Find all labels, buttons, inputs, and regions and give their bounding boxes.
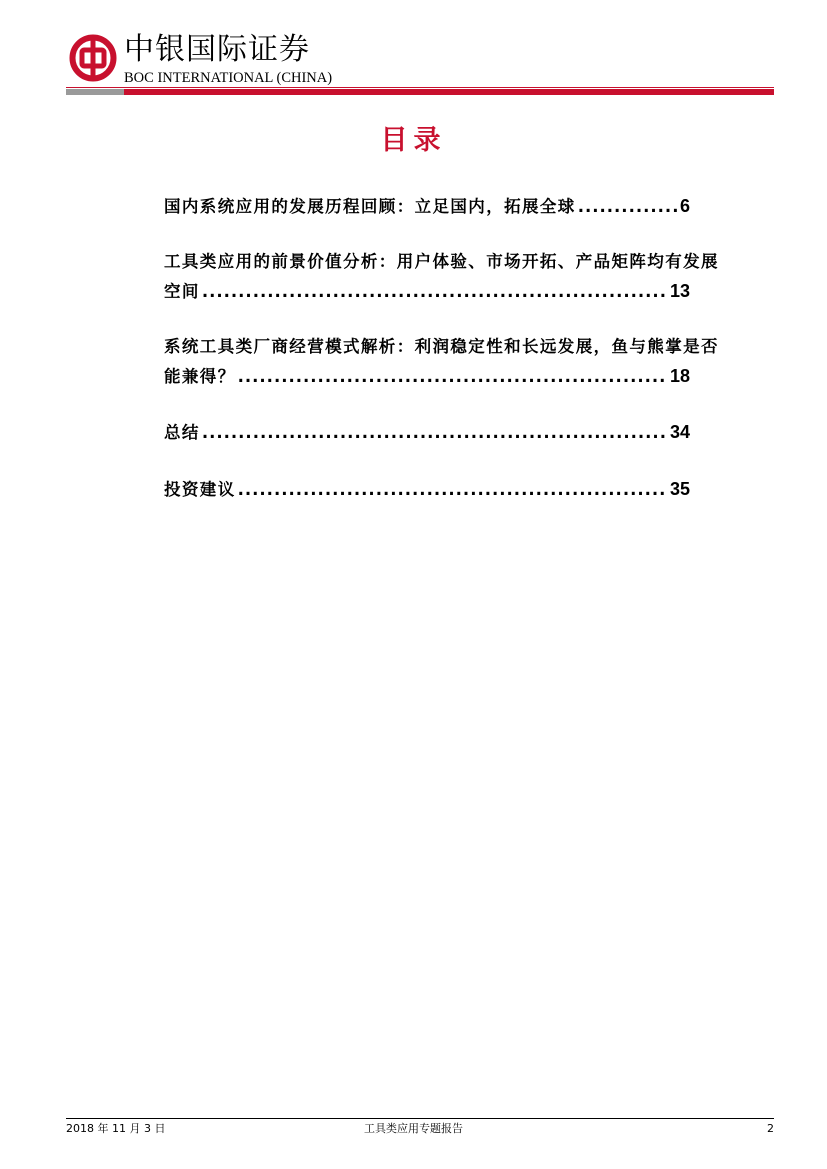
toc-entry-text: 国内系统应用的发展历程回顾：立足国内，拓展全球 bbox=[164, 197, 576, 216]
toc-page-number: 18 bbox=[669, 366, 690, 386]
toc-entry-text: 能兼得？ bbox=[164, 367, 236, 386]
toc-entry-1[interactable] bbox=[164, 195, 690, 217]
toc-entry-text: 总结 bbox=[164, 423, 200, 442]
toc-leader-dots bbox=[202, 422, 668, 444]
footer-report-name: 工具类应用专题报告 bbox=[364, 1122, 463, 1135]
toc-leader-dots bbox=[202, 281, 668, 303]
toc-entry-5[interactable] bbox=[164, 478, 690, 500]
toc-entry-4[interactable] bbox=[164, 421, 690, 443]
toc-page-number: 35 bbox=[669, 479, 690, 499]
footer-date: 2018 年 11 月 3 日 bbox=[66, 1122, 166, 1135]
brand-name-english: BOC INTERNATIONAL (CHINA) bbox=[124, 70, 333, 86]
boc-logo-icon bbox=[69, 34, 117, 82]
toc-leader-dots bbox=[238, 479, 668, 501]
toc-leader-dots bbox=[238, 366, 668, 388]
footer-page-number: 2 bbox=[767, 1122, 774, 1135]
toc-entry-text: 投资建议 bbox=[164, 480, 236, 499]
toc-page-number: 6 bbox=[679, 196, 690, 216]
header-rule bbox=[66, 87, 774, 88]
toc-entry-3[interactable] bbox=[164, 336, 719, 387]
toc-title: 目录 bbox=[380, 125, 447, 156]
toc-entry-text-line1: 工具类应用的前景价值分析：用户体验、市场开拓、产品矩阵均有发展 bbox=[164, 252, 719, 271]
toc-entry-text: 空间 bbox=[164, 282, 200, 301]
header-bar-gray bbox=[66, 89, 124, 95]
brand-name-chinese: 中银国际证券 bbox=[124, 32, 310, 67]
toc-entry-2[interactable] bbox=[164, 251, 719, 302]
toc-entry-text-line1: 系统工具类厂商经营模式解析：利润稳定性和长远发展，鱼与熊掌是否 bbox=[164, 337, 719, 356]
footer-rule bbox=[66, 1118, 774, 1119]
header-bar-red bbox=[124, 89, 774, 95]
toc-page-number: 34 bbox=[669, 422, 690, 442]
toc-page-number: 13 bbox=[669, 281, 690, 301]
toc-leader-dots bbox=[578, 196, 678, 218]
